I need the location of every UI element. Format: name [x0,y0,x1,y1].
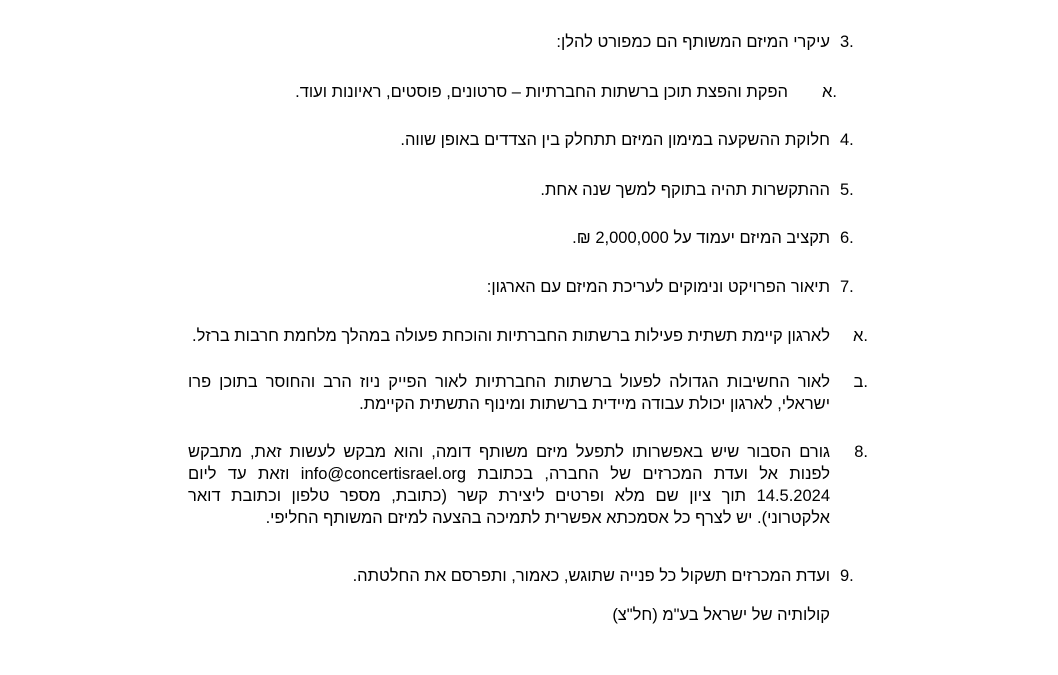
clause-text: ועדת המכרזים תשקול כל פנייה שתוגש, כאמור, ותפרסם את החלטתה. [352,567,830,585]
clause-text: תקציב המיזם יעמוד על 2,000,000 ₪. [572,229,830,247]
clause-7-a [188,325,868,347]
sub-clause-text: לארגון קיימת תשתית פעילות ברשתות החברתיות והוכחת פעולה במהלך מלחמת חרבות ברזל. [192,327,830,345]
sub-clause-letter: א. [853,327,868,345]
clause-number: 4. [840,131,854,149]
clause-number: 8. [854,443,868,461]
clause-8 [188,441,868,529]
clause-number: 7. [840,278,854,296]
signature-text: קולותיה של ישראל בע"מ (חל"צ) [612,606,830,624]
clause-number: 5. [840,181,854,199]
sub-clause-letter: א. [822,83,837,101]
sub-clause-text: לאור החשיבות הגדולה לפעול ברשתות החברתיות לאור הפייק ניוז הרב והחוסר בתוכן פרו ישראלי, לארגון יכולת עבודה מיידית ברשתות ומינוף התשתית הקיימת. [188,373,830,413]
sub-clause-text: הפקת והפצת תוכן ברשתות החברתיות – סרטונים, פוסטים, ראיונות ועוד. [295,83,788,101]
clause-number: 3. [840,33,854,51]
clause-text: עיקרי המיזם המשותף הם כמפורט להלן: [556,33,830,51]
clause-number: 6. [840,229,854,247]
sub-clause-letter: ב. [853,373,868,391]
clause-number: 9. [840,567,854,585]
clause-text: ההתקשרות תהיה בתוקף למשך שנה אחת. [540,181,830,199]
clause-7-b [188,371,868,415]
clause-text: תיאור הפרויקט ונימוקים לעריכת המיזם עם הארגון: [486,278,830,296]
clause-text: גורם הסבור שיש באפשרותו לתפעל מיזם משותף דומה, והוא מבקש לעשות זאת, מתבקש לפנות אל ועדת המכרזים של החברה, בכתובת info@concertisrael.org וזאת עד ליום 14.5.2024 תוך ציון שם מלא ופרטים ליצירת קשר (כתובת, מספר טלפון וכתובת דואר אלקטרוני). יש לצרף כל אסמכתא אפשרית לתמיכה בהצעה למיזם המשותף החליפי. [188,443,830,527]
cropped-previous-line [590,0,810,4]
clause-text: חלוקת ההשקעה במימון המיזם תתחלק בין הצדדים באופן שווה. [400,131,830,149]
